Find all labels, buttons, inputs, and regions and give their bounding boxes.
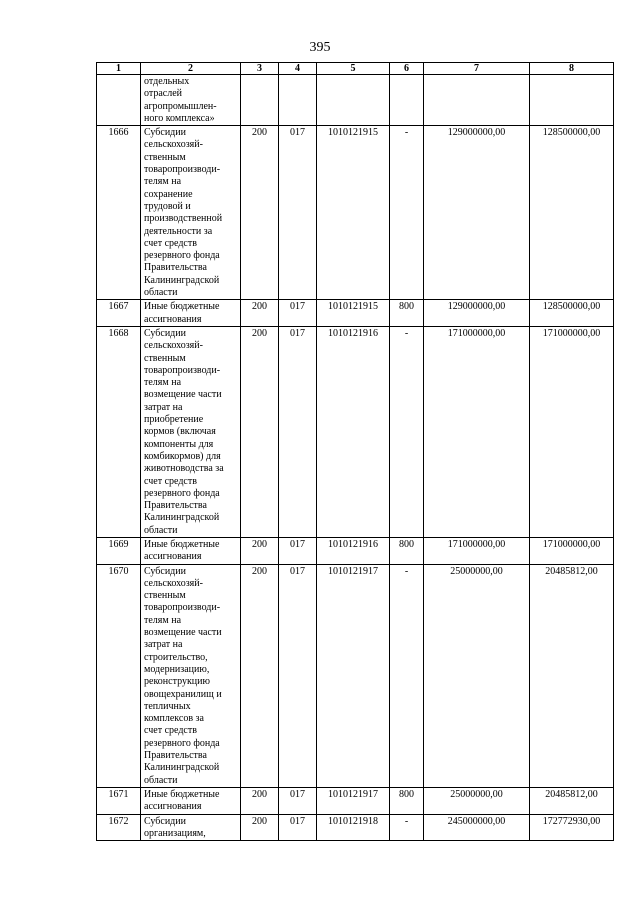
column-header: 4: [279, 63, 317, 75]
page-number: 395: [309, 40, 331, 55]
amount-planned-cell: 171000000,00: [424, 537, 530, 564]
amount-executed-cell: 171000000,00: [530, 537, 614, 564]
amount-planned-cell: 25000000,00: [424, 564, 530, 787]
item-name-cell: Иные бюджетные ассигнования: [141, 300, 241, 327]
amount-planned-cell: 245000000,00: [424, 814, 530, 841]
amount-planned-cell: 129000000,00: [424, 300, 530, 327]
target-code-cell: [317, 75, 390, 126]
budget-table: [96, 62, 614, 841]
amount-planned-cell: 129000000,00: [424, 126, 530, 300]
table-row: [97, 814, 614, 841]
item-name-cell: Субсидии сельскохозяй- ственным товаропроизводи- телям на возмещение части затрат на приобретение кормов (включая компоненты для комбикормов) для животноводства за счет средств резервного фонда Правительства Калининградской области: [141, 326, 241, 537]
target-code-cell: 1010121917: [317, 787, 390, 814]
expense-type-cell: -: [390, 814, 424, 841]
code-col3-cell: 200: [241, 787, 279, 814]
item-name-cell: Субсидии сельскохозяй- ственным товаропроизводи- телям на сохранение трудовой и производственной деятельности за счет средств резервного фонда Правительства Калининградской области: [141, 126, 241, 300]
amount-executed-cell: 171000000,00: [530, 326, 614, 537]
item-name-cell: отдельных отраслей агропромышлен- ного комплекса»: [141, 75, 241, 126]
code-col3-cell: 200: [241, 326, 279, 537]
expense-type-cell: [390, 75, 424, 126]
row-number-cell: [97, 75, 141, 126]
expense-type-cell: -: [390, 326, 424, 537]
table-row: [97, 300, 614, 327]
column-header: 1: [97, 63, 141, 75]
code-col4-cell: 017: [279, 537, 317, 564]
amount-executed-cell: [530, 75, 614, 126]
column-header: 7: [424, 63, 530, 75]
column-header: 2: [141, 63, 241, 75]
code-col4-cell: 017: [279, 564, 317, 787]
code-col3-cell: 200: [241, 814, 279, 841]
expense-type-cell: 800: [390, 787, 424, 814]
row-number-cell: 1672: [97, 814, 141, 841]
target-code-cell: 1010121918: [317, 814, 390, 841]
amount-executed-cell: 20485812,00: [530, 564, 614, 787]
table-row: [97, 75, 614, 126]
code-col3-cell: [241, 75, 279, 126]
amount-executed-cell: 128500000,00: [530, 126, 614, 300]
expense-type-cell: 800: [390, 300, 424, 327]
amount-executed-cell: 20485812,00: [530, 787, 614, 814]
table-row: [97, 537, 614, 564]
item-name-cell: Субсидии сельскохозяй- ственным товаропроизводи- телям на возмещение части затрат на строительство, модернизацию, реконструкцию овощехранилищ и тепличных комплексов за счет средств резервного фонда Правительства Калининградской области: [141, 564, 241, 787]
item-name-cell: Субсидии организациям,: [141, 814, 241, 841]
row-number-cell: 1667: [97, 300, 141, 327]
code-col3-cell: 200: [241, 300, 279, 327]
code-col4-cell: 017: [279, 300, 317, 327]
column-header: 3: [241, 63, 279, 75]
amount-executed-cell: 172772930,00: [530, 814, 614, 841]
target-code-cell: 1010121916: [317, 326, 390, 537]
code-col4-cell: 017: [279, 326, 317, 537]
code-col3-cell: 200: [241, 537, 279, 564]
code-col4-cell: [279, 75, 317, 126]
amount-planned-cell: 171000000,00: [424, 326, 530, 537]
code-col3-cell: 200: [241, 564, 279, 787]
expense-type-cell: 800: [390, 537, 424, 564]
expense-type-cell: -: [390, 564, 424, 787]
target-code-cell: 1010121915: [317, 300, 390, 327]
row-number-cell: 1670: [97, 564, 141, 787]
amount-executed-cell: 128500000,00: [530, 300, 614, 327]
expense-type-cell: -: [390, 126, 424, 300]
item-name-cell: Иные бюджетные ассигнования: [141, 537, 241, 564]
row-number-cell: 1671: [97, 787, 141, 814]
column-header-row: [97, 63, 614, 75]
code-col4-cell: 017: [279, 787, 317, 814]
row-number-cell: 1669: [97, 537, 141, 564]
table-row: [97, 326, 614, 537]
target-code-cell: 1010121917: [317, 564, 390, 787]
column-header: 5: [317, 63, 390, 75]
table-row: [97, 564, 614, 787]
target-code-cell: 1010121915: [317, 126, 390, 300]
item-name-cell: Иные бюджетные ассигнования: [141, 787, 241, 814]
column-header: 6: [390, 63, 424, 75]
table-row: [97, 126, 614, 300]
row-number-cell: 1668: [97, 326, 141, 537]
target-code-cell: 1010121916: [317, 537, 390, 564]
code-col4-cell: 017: [279, 814, 317, 841]
row-number-cell: 1666: [97, 126, 141, 300]
amount-planned-cell: 25000000,00: [424, 787, 530, 814]
column-header: 8: [530, 63, 614, 75]
code-col4-cell: 017: [279, 126, 317, 300]
amount-planned-cell: [424, 75, 530, 126]
code-col3-cell: 200: [241, 126, 279, 300]
table-row: [97, 787, 614, 814]
